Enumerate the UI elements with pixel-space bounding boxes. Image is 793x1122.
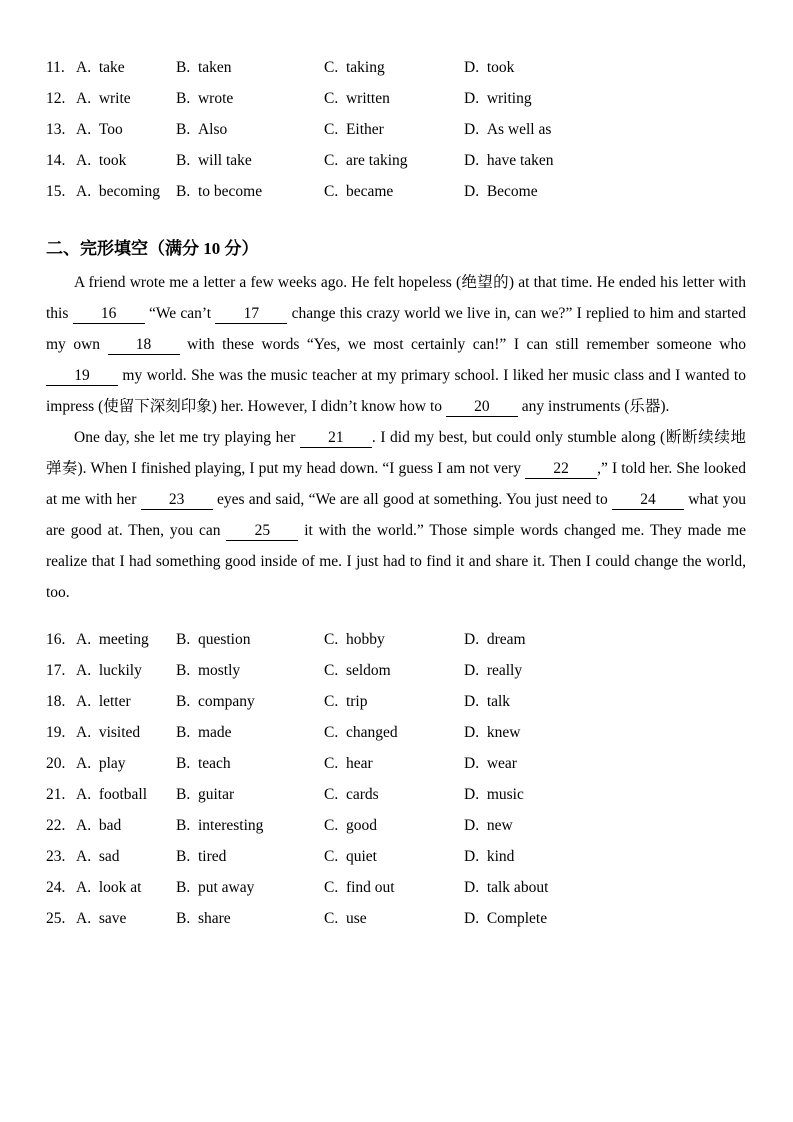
question-19-option-b: B. made xyxy=(176,724,232,741)
question-14-option-a: A. took xyxy=(76,152,127,169)
question-11-row xyxy=(46,52,746,83)
cloze-blank-21: 21 xyxy=(300,429,372,448)
question-25-number: 25. xyxy=(46,910,74,927)
question-12-option-b: B. wrote xyxy=(176,90,234,107)
question-22-row xyxy=(46,810,746,841)
question-12-option-a: A. write xyxy=(76,90,131,107)
question-21-number: 21. xyxy=(46,786,74,803)
question-12-row xyxy=(46,83,746,114)
question-21-option-c: C. cards xyxy=(324,786,379,803)
question-14-number: 14. xyxy=(46,152,74,169)
question-20-option-b: B. teach xyxy=(176,755,231,772)
question-11-option-b: B. taken xyxy=(176,59,232,76)
question-11-number: 11. xyxy=(46,59,73,76)
question-22-number: 22. xyxy=(46,817,74,834)
question-25-row xyxy=(46,903,746,934)
question-15-option-d: D. Become xyxy=(464,183,538,200)
question-15-option-a: A. becoming xyxy=(76,183,160,200)
question-24-option-a: A. look at xyxy=(76,879,142,896)
question-15-option-c: C. became xyxy=(324,183,394,200)
question-15-option-b: B. to become xyxy=(176,183,263,200)
question-18-number: 18. xyxy=(46,693,74,710)
question-11-option-a: A. take xyxy=(76,59,125,76)
question-20-option-c: C. hear xyxy=(324,755,373,772)
question-14-row xyxy=(46,145,746,176)
passage-paragraph-2: One day, she let me try playing her 21 . I did my best, but could only stumble along (断断续续地弹奏). When I finished playing, I put my head down. “I guess I am not very 22 ,” I told her. She looked at me with her 23 eyes and said, “We are all good at something. You just need to 24 what you are good at. Then, you can 25 it with the world.” Those simple words changed me. They made me realize that I had something good inside of me. I just had to find it and share it. Then I could change the world, too. xyxy=(46,429,747,601)
question-22-option-b: B. interesting xyxy=(176,817,264,834)
question-23-option-a: A. sad xyxy=(76,848,120,865)
passage-paragraph-1: A friend wrote me a letter a few weeks ago. He felt hopeless (绝望的) at that time. He ended his letter with this 16 “We can’t 17 change this crazy world we live in, can we?” I replied to him and started my own 18 with these words “Yes, we most certainly can!” I can still remember someone who 19 my world. She was the music teacher at my primary school. I liked her music class and I wanted to impress (使留下深刻印象) her. However, I didn’t know how to 20 any instruments (乐器). xyxy=(46,274,746,415)
question-21-option-d: D. music xyxy=(464,786,524,803)
question-13-number: 13. xyxy=(46,121,74,138)
question-21-option-b: B. guitar xyxy=(176,786,235,803)
question-17-option-c: C. seldom xyxy=(324,662,391,679)
question-20-row xyxy=(46,748,746,779)
question-23-option-d: D. kind xyxy=(464,848,515,865)
question-21-row xyxy=(46,779,746,810)
question-18-option-d: D. talk xyxy=(464,693,511,710)
question-13-option-c: C. Either xyxy=(324,121,384,138)
question-23-option-c: C. quiet xyxy=(324,848,377,865)
cloze-blank-18: 18 xyxy=(108,336,180,355)
question-18-option-b: B. company xyxy=(176,693,255,710)
cloze-blank-23: 23 xyxy=(141,491,213,510)
question-13-option-a: A. Too xyxy=(76,121,123,138)
question-19-number: 19. xyxy=(46,724,74,741)
question-23-number: 23. xyxy=(46,848,74,865)
question-24-row xyxy=(46,872,746,903)
question-13-option-d: D. As well as xyxy=(464,121,552,138)
question-11-option-d: D. took xyxy=(464,59,515,76)
question-16-number: 16. xyxy=(46,631,74,648)
question-18-row xyxy=(46,686,746,717)
question-24-option-c: C. find out xyxy=(324,879,395,896)
questions-16-25 xyxy=(46,624,746,934)
question-14-option-d: D. have taken xyxy=(464,152,554,169)
question-14-option-b: B. will take xyxy=(176,152,252,169)
question-25-option-a: A. save xyxy=(76,910,127,927)
question-23-row xyxy=(46,841,746,872)
question-18-option-a: A. letter xyxy=(76,693,131,710)
questions-11-15 xyxy=(46,52,746,207)
question-25-option-c: C. use xyxy=(324,910,367,927)
question-19-option-a: A. visited xyxy=(76,724,141,741)
question-12-option-d: D. writing xyxy=(464,90,532,107)
question-17-option-a: A. luckily xyxy=(76,662,142,679)
question-24-option-b: B. put away xyxy=(176,879,255,896)
question-17-option-b: B. mostly xyxy=(176,662,241,679)
question-12-option-c: C. written xyxy=(324,90,390,107)
question-25-option-b: B. share xyxy=(176,910,231,927)
question-22-option-d: D. new xyxy=(464,817,513,834)
question-21-option-a: A. football xyxy=(76,786,148,803)
question-22-option-c: C. good xyxy=(324,817,377,834)
question-13-option-b: B. Also xyxy=(176,121,228,138)
question-20-number: 20. xyxy=(46,755,74,772)
question-24-number: 24. xyxy=(46,879,74,896)
question-19-option-c: C. changed xyxy=(324,724,398,741)
section-title-cloze: 二、完形填空（满分 10 分） xyxy=(46,239,259,258)
cloze-blank-17: 17 xyxy=(215,305,287,324)
question-16-option-a: A. meeting xyxy=(76,631,149,648)
question-20-option-d: D. wear xyxy=(464,755,517,772)
cloze-blank-20: 20 xyxy=(446,398,518,417)
question-16-option-d: D. dream xyxy=(464,631,526,648)
question-12-number: 12. xyxy=(46,90,74,107)
question-16-row xyxy=(46,624,746,655)
cloze-blank-24: 24 xyxy=(612,491,684,510)
cloze-blank-22: 22 xyxy=(525,460,597,479)
question-25-option-d: D. Complete xyxy=(464,910,548,927)
question-13-row xyxy=(46,114,746,145)
question-19-option-d: D. knew xyxy=(464,724,521,741)
cloze-blank-25: 25 xyxy=(226,522,298,541)
question-22-option-a: A. bad xyxy=(76,817,122,834)
cloze-blank-16: 16 xyxy=(73,305,145,324)
cloze-blank-19: 19 xyxy=(46,367,118,386)
question-15-number: 15. xyxy=(46,183,74,200)
question-17-number: 17. xyxy=(46,662,74,679)
question-19-row xyxy=(46,717,746,748)
question-15-row xyxy=(46,176,746,207)
question-24-option-d: D. talk about xyxy=(464,879,549,896)
question-17-option-d: D. really xyxy=(464,662,523,679)
question-16-option-b: B. question xyxy=(176,631,251,648)
cloze-passage xyxy=(46,267,746,608)
question-23-option-b: B. tired xyxy=(176,848,227,865)
question-14-option-c: C. are taking xyxy=(324,152,408,169)
question-11-option-c: C. taking xyxy=(324,59,385,76)
question-18-option-c: C. trip xyxy=(324,693,368,710)
question-17-row xyxy=(46,655,746,686)
question-20-option-a: A. play xyxy=(76,755,126,772)
question-16-option-c: C. hobby xyxy=(324,631,385,648)
